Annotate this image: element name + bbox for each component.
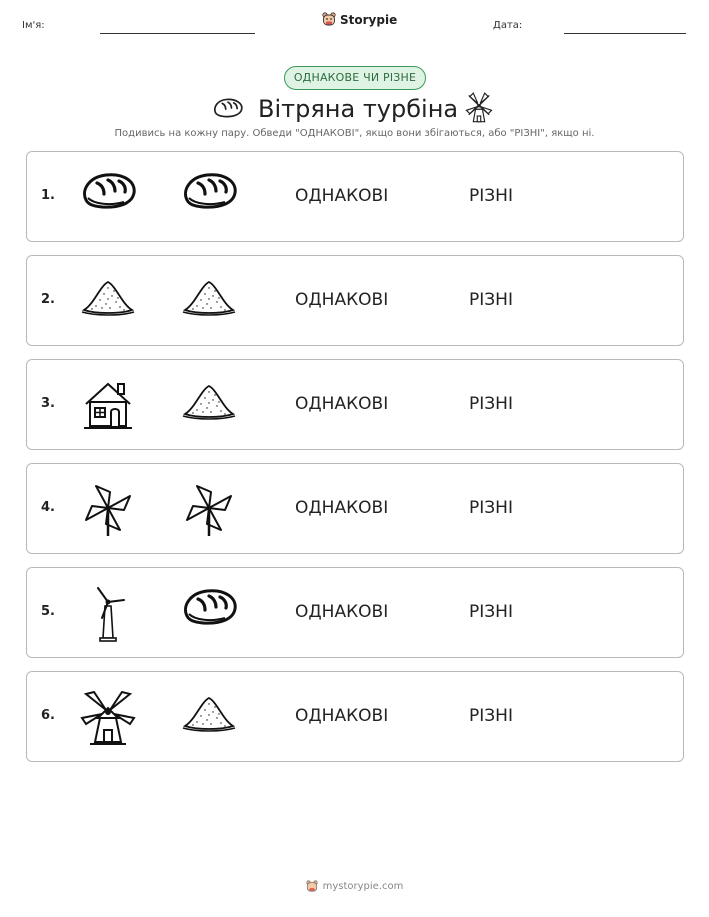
bread-icon (180, 170, 238, 226)
question-number: 3. (41, 396, 55, 411)
flour-pile-icon (180, 274, 238, 330)
question-row (26, 359, 684, 450)
same-option[interactable]: ОДНАКОВІ (295, 186, 389, 206)
question-number: 4. (41, 500, 55, 515)
flour-pile-icon (180, 378, 238, 434)
bread-icon (212, 96, 244, 124)
same-option[interactable]: ОДНАКОВІ (295, 602, 389, 622)
storypie-mascot-icon (306, 880, 318, 893)
pinwheel-icon (79, 482, 137, 538)
question-row (26, 151, 684, 242)
question-number: 6. (41, 708, 55, 723)
brand-logo (322, 12, 397, 27)
same-option[interactable]: ОДНАКОВІ (295, 290, 389, 310)
same-option[interactable]: ОДНАКОВІ (295, 498, 389, 518)
bread-icon (180, 586, 238, 642)
footer-url: mystorypie.com (322, 881, 404, 892)
name-field[interactable] (100, 33, 255, 34)
different-option[interactable]: РІЗНІ (469, 394, 513, 414)
footer (0, 880, 709, 893)
windmill-icon (464, 92, 494, 128)
flour-pile-icon (79, 274, 137, 330)
question-number: 1. (41, 188, 55, 203)
different-option[interactable]: РІЗНІ (469, 186, 513, 206)
question-row (26, 567, 684, 658)
question-row (26, 255, 684, 346)
different-option[interactable]: РІЗНІ (469, 602, 513, 622)
different-option[interactable]: РІЗНІ (469, 498, 513, 518)
worksheet-type-badge: ОДНАКОВЕ ЧИ РІЗНЕ (284, 66, 426, 90)
different-option[interactable]: РІЗНІ (469, 290, 513, 310)
page-title: Вітряна турбіна (258, 95, 459, 123)
same-option[interactable]: ОДНАКОВІ (295, 394, 389, 414)
windmill-icon (79, 690, 137, 746)
house-icon (79, 378, 137, 434)
name-label: Ім'я: (22, 20, 45, 31)
wind-turbine-icon (79, 586, 137, 642)
question-number: 5. (41, 604, 55, 619)
title-row (0, 92, 709, 126)
bread-icon (79, 170, 137, 226)
pinwheel-icon (180, 482, 238, 538)
question-number: 2. (41, 292, 55, 307)
same-option[interactable]: ОДНАКОВІ (295, 706, 389, 726)
question-row (26, 463, 684, 554)
instruction-text: Подивись на кожну пару. Обведи "ОДНАКОВІ", якщо вони збігаються, або "РІЗНІ", якщо ні. (114, 128, 595, 139)
date-field[interactable] (564, 33, 686, 34)
question-row (26, 671, 684, 762)
storypie-mascot-icon (322, 12, 336, 27)
brand-name: Storypie (340, 12, 398, 27)
flour-pile-icon (180, 690, 238, 746)
date-label: Дата: (493, 20, 523, 31)
different-option[interactable]: РІЗНІ (469, 706, 513, 726)
